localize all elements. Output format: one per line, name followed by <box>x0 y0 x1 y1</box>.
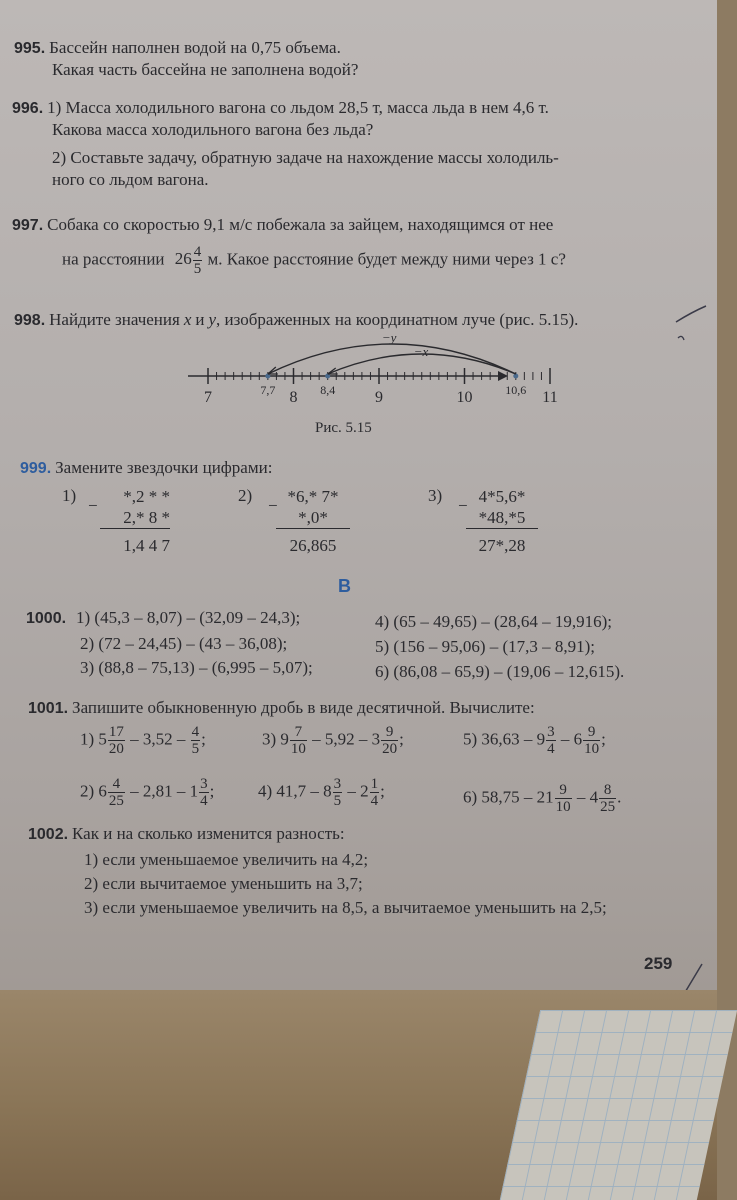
whole-part: 6 <box>98 781 107 801</box>
punctuation: ; <box>601 729 606 749</box>
problem-number: 995. <box>14 40 46 57</box>
fraction <box>381 724 398 757</box>
punctuation: . <box>617 787 622 807</box>
subtraction-column-2 <box>276 486 350 556</box>
numerator: 4 <box>193 244 202 260</box>
minus-sign: − <box>268 496 278 515</box>
arc-minus-y <box>268 344 516 374</box>
expression-1001-6 <box>463 782 621 815</box>
pencil-checkmark <box>672 300 712 350</box>
column-index: 3) <box>428 486 443 505</box>
denominator: 4 <box>200 793 208 809</box>
fraction <box>290 724 307 757</box>
expression-1001-4 <box>258 776 385 809</box>
expression-item: 5) (156 – 95,06) – (17,3 – 8,91); <box>375 637 596 656</box>
denominator: 25 <box>108 793 124 809</box>
punctuation: ; <box>380 781 385 801</box>
expression-text: 41,7 – 8 <box>276 781 332 801</box>
list-item: 3) если уменьшаемое увеличить на 8,5, а вычитаемое уменьшить на 2,5; <box>84 898 607 917</box>
problem-text: Какая часть бассейна не заполнена водой? <box>52 60 359 79</box>
problem-text: и <box>195 310 205 329</box>
expression-1001-3 <box>262 724 404 757</box>
problem-996 <box>12 98 549 118</box>
problem-text: 1) Масса холодильного вагона со льдом 28,5 т, масса льда в нем 4,6 т. <box>47 98 549 117</box>
numerator: 8 <box>599 782 616 799</box>
fraction <box>193 244 203 277</box>
numerator: 3 <box>547 724 555 740</box>
whole-part: 5 <box>98 729 107 749</box>
problem-text: Запишите обыкновенную дробь в виде десятичной. Вычислите: <box>72 698 535 717</box>
expression-1001-5 <box>463 724 606 757</box>
tick-label: 8 <box>289 389 298 406</box>
numerator: 9 <box>583 724 600 741</box>
numerator: 9 <box>555 782 572 799</box>
denominator: 10 <box>555 799 571 815</box>
problem-text: м. Какое расстояние будет между ними через 1 с? <box>207 249 566 269</box>
problem-number: 996. <box>12 100 44 117</box>
problem-number: 997. <box>12 217 44 234</box>
problem-number: 999. <box>20 460 52 477</box>
problem-999 <box>20 458 272 478</box>
subtrahend: *48,*5 <box>466 507 538 529</box>
numerator: 7 <box>290 724 307 741</box>
point-marker <box>513 374 518 379</box>
cutting-mat <box>500 1010 737 1200</box>
item-index: 1) <box>80 729 95 749</box>
difference: 27*,28 <box>478 536 526 555</box>
column-index: 1) <box>62 486 77 505</box>
denominator: 4 <box>547 741 555 757</box>
expression-text: – 5,92 – 3 <box>312 729 381 749</box>
section-letter: В <box>338 576 351 596</box>
expression-text: – 3,52 – <box>130 729 186 749</box>
expression-1001-2 <box>80 776 214 809</box>
punctuation: ; <box>209 781 215 801</box>
fraction <box>370 776 380 809</box>
denominator: 4 <box>370 793 379 809</box>
expression-text: – 2,81 – 1 <box>130 781 199 801</box>
expression-item: 4) (65 – 49,65) – (28,64 – 19,916); <box>375 612 613 631</box>
numerator: 3 <box>333 776 342 792</box>
list-item: 1) если уменьшаемое увеличить на 4,2; <box>84 850 369 869</box>
mixed-whole: 26 <box>174 249 192 269</box>
subtraction-column-1 <box>100 486 170 556</box>
numerator: 4 <box>191 724 200 740</box>
tick-label: 7,7 <box>260 383 276 397</box>
expression-text: 58,75 – 21 <box>481 787 554 807</box>
denominator: 20 <box>382 741 398 757</box>
page-number: 259 <box>644 954 673 973</box>
problem-text: , изображенных на координатном луче (рис. 5.15). <box>216 310 579 329</box>
item-index: 6) <box>463 787 478 807</box>
fraction <box>108 776 125 809</box>
numerator: 17 <box>108 724 124 740</box>
problem-998 <box>14 310 578 330</box>
denominator: 20 <box>108 741 124 757</box>
minus-sign: − <box>458 496 468 515</box>
denominator: 5 <box>193 261 202 277</box>
tick-label: 8,4 <box>320 383 336 397</box>
arc-label: −x <box>413 344 429 359</box>
punctuation: ; <box>399 729 404 749</box>
problem-text: Бассейн наполнен водой на 0,75 объема. <box>49 38 341 57</box>
problem-text: ного со льдом вагона. <box>52 170 209 189</box>
expression-text: 36,63 – 9 <box>481 729 546 749</box>
problem-text: на расстоянии <box>62 249 165 269</box>
item-index: 4) <box>258 781 273 801</box>
var-y: y <box>208 310 217 329</box>
figure-caption: Рис. 5.15 <box>315 420 372 436</box>
list-item: 2) если вычитаемое уменьшить на 3,7; <box>84 874 363 893</box>
expression-text: – 2 <box>347 781 369 801</box>
problem-text: Замените звездочки цифрами: <box>55 458 273 477</box>
coordinate-ray-figure <box>180 330 558 410</box>
column-index: 2) <box>238 486 253 505</box>
expression-item: 1) (45,3 – 8,07) – (32,09 – 24,3); <box>76 608 301 627</box>
problem-number: 1002. <box>28 826 69 843</box>
problem-997-line2 <box>62 244 566 277</box>
expression-1001-1 <box>80 724 206 757</box>
subtraction-column-3 <box>466 486 538 556</box>
punctuation: ; <box>201 729 206 749</box>
numerator: 4 <box>108 776 125 793</box>
whole-part: 9 <box>280 729 289 749</box>
tick-label: 11 <box>542 389 558 406</box>
fraction <box>333 776 343 809</box>
problem-text: Как и на сколько изменится разность: <box>72 824 345 843</box>
problem-text: Собака со скоростью 9,1 м/с побежала за зайцем, находящимся от нее <box>47 215 554 234</box>
problem-997 <box>12 215 553 235</box>
minuend: *6,* 7* <box>287 487 339 506</box>
fraction <box>546 724 556 757</box>
fraction <box>191 724 201 757</box>
item-index: 5) <box>463 729 478 749</box>
denominator: 10 <box>290 741 306 757</box>
expression-item: 6) (86,08 – 65,9) – (19,06 – 12,615). <box>375 662 625 681</box>
expression-text: – 4 <box>576 787 599 807</box>
fraction <box>599 782 616 815</box>
problem-number: 1000. <box>26 610 67 627</box>
subtrahend: 2,* 8 * <box>100 507 170 529</box>
expression-item: 3) (88,8 – 75,13) – (6,995 – 5,07); <box>80 658 313 677</box>
expression-item: 2) (72 – 24,45) – (43 – 36,08); <box>80 634 288 653</box>
expression-text: – 6 <box>560 729 583 749</box>
mixed-number <box>174 244 208 277</box>
denominator: 10 <box>584 741 600 757</box>
fraction <box>199 776 209 809</box>
tick-label: 10,6 <box>505 383 527 397</box>
item-index: 3) <box>262 729 277 749</box>
difference: 1,4 4 7 <box>123 536 170 555</box>
denominator: 25 <box>600 799 616 815</box>
problem-text: Какова масса холодильного вагона без льда? <box>52 120 374 139</box>
numerator: 9 <box>381 724 398 741</box>
problem-1002 <box>28 824 345 844</box>
tick-label: 9 <box>375 389 383 406</box>
problem-text: Найдите значения <box>49 310 180 329</box>
denominator: 5 <box>191 741 200 757</box>
problem-number: 1001. <box>28 700 69 717</box>
fraction <box>555 782 572 815</box>
denominator: 5 <box>333 793 342 809</box>
minus-sign: − <box>88 496 98 515</box>
problem-number: 998. <box>14 312 46 329</box>
tick-label: 10 <box>456 389 473 406</box>
difference: 26,865 <box>289 536 337 555</box>
numerator: 3 <box>200 776 208 792</box>
tick-label: 7 <box>204 389 212 406</box>
problem-text: 2) Составьте задачу, обратную задаче на нахождение массы холодиль- <box>52 148 559 167</box>
arc-label: −y <box>381 330 397 345</box>
problem-1001 <box>28 698 535 718</box>
item-index: 2) <box>80 781 95 801</box>
axis-arrow <box>498 371 508 381</box>
fraction <box>583 724 600 757</box>
var-x: x <box>183 310 192 329</box>
minuend: 4*5,6* <box>478 487 526 506</box>
subtrahend: *,0* <box>276 507 350 529</box>
fraction <box>108 724 125 757</box>
problem-995 <box>14 38 341 58</box>
numerator: 1 <box>370 776 379 792</box>
minuend: *,2 * * <box>123 487 170 506</box>
